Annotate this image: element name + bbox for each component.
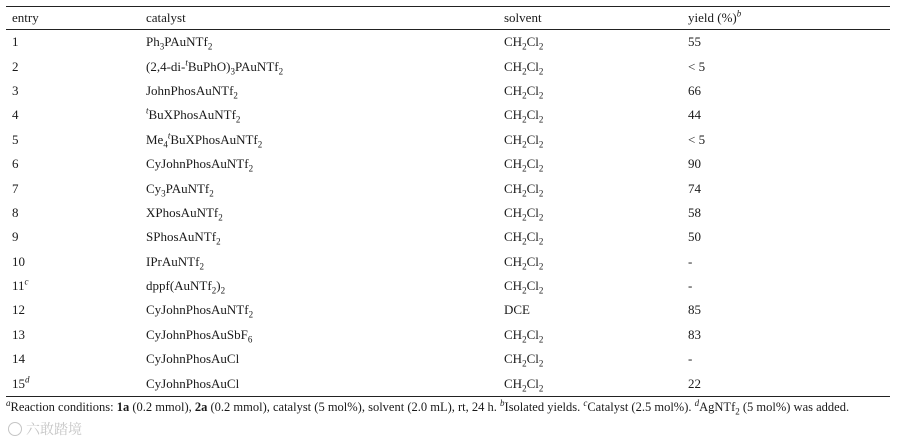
cell-catalyst: CyJohnPhosAuNTf$_2$ <box>146 156 254 174</box>
header-row <box>6 7 890 30</box>
cell-entry: 4 <box>12 107 19 123</box>
cell-entry: 6 <box>12 156 19 172</box>
table-row <box>6 201 890 225</box>
cell-solvent: $CH_2Cl_2$ <box>504 156 544 174</box>
table-row <box>6 371 890 396</box>
header-catalyst: catalyst <box>140 7 498 30</box>
cell-catalyst: $(2,4-di-^tBuPhO)_3PAuNTf_2$ <box>146 57 284 77</box>
cell-entry: 9 <box>12 229 19 245</box>
cell-solvent: DCE <box>504 302 530 318</box>
cell-solvent: $CH_2Cl_2$ <box>504 58 544 77</box>
cell-entry: 2 <box>12 58 19 74</box>
header-solvent: solvent <box>498 7 682 30</box>
cell-yield: - <box>688 351 693 367</box>
cell-catalyst: $Ph_3PAuNTf_2$ <box>146 34 213 52</box>
table-row <box>6 225 890 249</box>
cell-entry: 12 <box>12 302 25 318</box>
table-row <box>6 103 890 127</box>
cell-catalyst: IPrAuNTf$_2$ <box>146 253 204 272</box>
table-row <box>6 176 890 200</box>
header-yield: yield (%)$^b$ <box>682 7 890 30</box>
cell-entry: 7 <box>12 180 19 196</box>
watermark-logo-icon <box>8 422 22 436</box>
cell-catalyst: $Cy_3PAuNTf_2$ <box>146 180 214 199</box>
cell-yield: 50 <box>688 229 701 245</box>
table-row <box>6 152 890 176</box>
cell-solvent: $CH_2Cl_2$ <box>504 351 544 369</box>
cell-yield: 44 <box>688 107 701 123</box>
cell-solvent: $CH_2Cl_2$ <box>504 131 544 150</box>
cell-catalyst: JohnPhosAuNTf$_2$ <box>146 82 238 101</box>
cell-catalyst: CyJohnPhosAuCl <box>140 371 498 396</box>
cell-solvent: $CH_2Cl_2$ <box>504 107 544 125</box>
table-row <box>6 298 890 322</box>
cell-yield: 90 <box>688 156 701 172</box>
cell-yield: 74 <box>688 180 701 196</box>
table-row <box>6 347 890 371</box>
cell-yield: < 5 <box>688 58 706 74</box>
cell-yield: 85 <box>688 302 701 318</box>
table-row <box>6 128 890 152</box>
table-footnote: $^a$Reaction conditions: 1a (0.2 mmol), 2a (0.2 mmol), catalyst (5 mol%), solvent (2.0 mL), rt, 24 h. $^b$Isolated yields. $^c$Catalyst (2.5 mol%). $^d$AgNTf$_2$ (5 mol%) was added. <box>6 397 850 417</box>
cell-solvent: $CH_2Cl_2$ <box>504 82 544 101</box>
cell-yield: - <box>688 278 693 294</box>
cell-entry: 13 <box>12 326 25 342</box>
cell-yield: 66 <box>688 82 701 98</box>
watermark-text: 六敢踏境 <box>26 422 82 438</box>
cell-catalyst: CyJohnPhosAuSbF$_6$ <box>146 326 253 345</box>
cell-entry: 14 <box>12 351 25 367</box>
table-row <box>6 79 890 103</box>
cell-catalyst: CyJohnPhosAuNTf$_2$ <box>146 302 254 321</box>
cell-solvent: $CH_2Cl_2$ <box>504 253 544 272</box>
cell-yield: 55 <box>688 34 701 50</box>
cell-catalyst: XPhosAuNTf$_2$ <box>146 204 223 223</box>
cell-yield: < 5 <box>688 131 706 147</box>
cell-entry: 11$^c$ <box>12 276 29 294</box>
cell-solvent: $CH_2Cl_2$ <box>504 204 544 223</box>
cell-entry: 1 <box>12 34 19 50</box>
results-table <box>6 6 890 397</box>
cell-entry: 5 <box>12 131 19 147</box>
cell-catalyst: CyJohnPhosAuCl <box>146 351 240 367</box>
cell-entry: 15$^d$ <box>6 371 140 396</box>
cell-solvent: $CH_2Cl_2$ <box>498 371 682 396</box>
table-row <box>6 250 890 274</box>
watermark <box>8 419 82 439</box>
cell-yield: 83 <box>688 326 701 342</box>
cell-solvent: $CH_2Cl_2$ <box>504 34 544 52</box>
cell-solvent: $CH_2Cl_2$ <box>504 278 544 296</box>
cell-catalyst: $^t$BuXPhosAuNTf$_2$ <box>146 106 241 125</box>
cell-entry: 3 <box>12 82 19 98</box>
cell-catalyst: $dppf(AuNTf_2)_2$ <box>146 278 226 296</box>
table-row <box>6 54 890 78</box>
cell-yield: 22 <box>682 371 890 396</box>
cell-yield: 58 <box>688 204 701 220</box>
cell-solvent: $CH_2Cl_2$ <box>504 326 544 345</box>
table-row <box>6 274 890 298</box>
cell-solvent: $CH_2Cl_2$ <box>504 229 544 247</box>
cell-entry: 10 <box>12 253 25 269</box>
table-body <box>6 30 890 397</box>
cell-solvent: $CH_2Cl_2$ <box>504 180 544 199</box>
cell-yield: - <box>688 253 693 269</box>
header-entry: entry <box>6 7 140 30</box>
cell-catalyst: SPhosAuNTf$_2$ <box>146 229 221 247</box>
table-row <box>6 30 890 55</box>
table-row <box>6 323 890 347</box>
cell-catalyst: $Me_4^tBuXPhosAuNTf_2$ <box>146 130 263 150</box>
table-container <box>6 6 890 415</box>
cell-entry: 8 <box>12 204 19 220</box>
